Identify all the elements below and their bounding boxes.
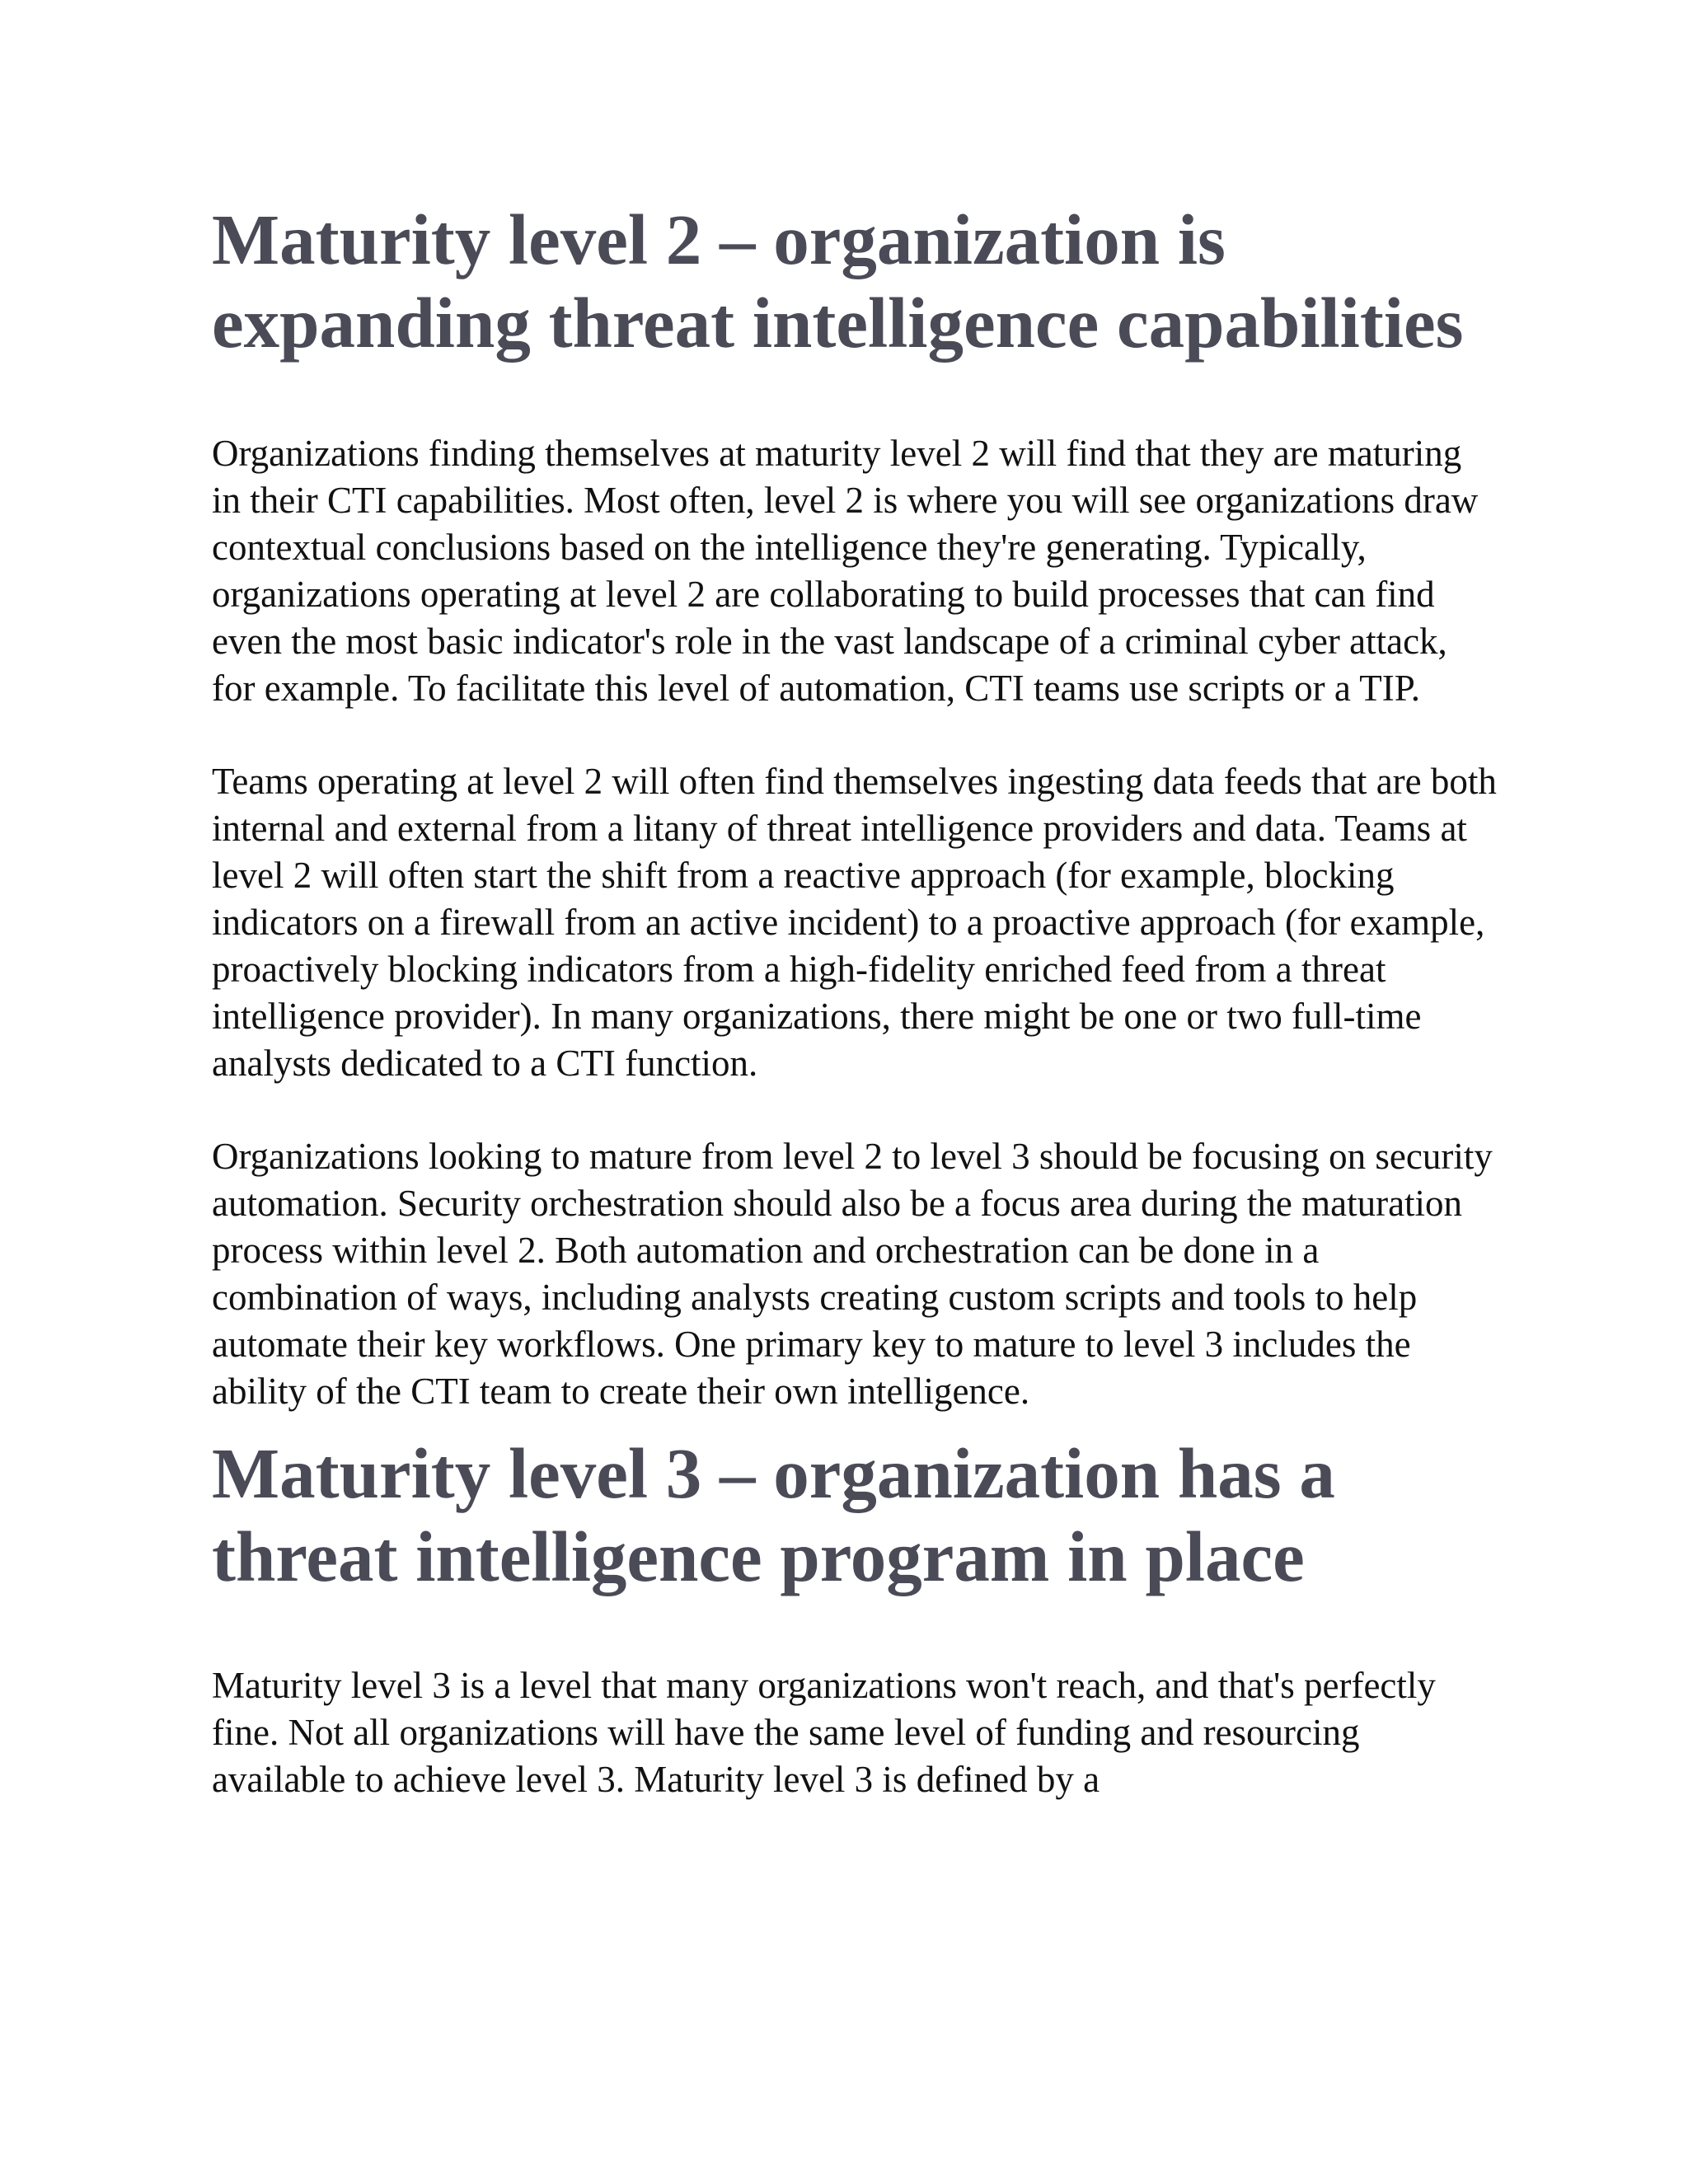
paragraph-level2-teams: Teams operating at level 2 will often find themselves ingesting data feeds that are both internal and external from a litany of threat intelligence providers and data. Teams at level 2 will often start the shift from a reactive approach (for example, blocking indicators on a firewall from an active incident) to a proactive approach (for example, proactively blocking indicators from a high-fidelity enriched feed from a threat intelligence provider). In many organizations, there might be one or two full-time analysts dedicated to a CTI function. <box>212 761 1497 1084</box>
heading-maturity-level-3: Maturity level 3 – organization has a threat intelligence program in place <box>212 1433 1335 1596</box>
document-page <box>212 0 1498 1803</box>
paragraph-level2-intro: Organizations finding themselves at maturity level 2 will find that they are maturing in their CTI capabilities. Most often, level 2 is where you will see organizations draw contextual conclusions based on the intelligence they're generating. Typically, organizations operating at level 2 are collaborating to build processes that can find even the most basic indicator's role in the vast landscape of a criminal cyber attack, for example. To facilitate this level of automation, CTI teams use scripts or a TIP. <box>212 433 1479 709</box>
paragraph-level3-intro: Maturity level 3 is a level that many organizations won't reach, and that's perfectly fine. Not all organizations will have the same level of funding and resourcing available to achieve level 3. Maturity level 3 is defined by a <box>212 1665 1436 1800</box>
paragraph-level2-maturing: Organizations looking to mature from level 2 to level 3 should be focusing on security automation. Security orchestration should also be a focus area during the maturation process within level 2. Both automation and orchestration can be done in a combination of ways, including analysts creating custom scripts and tools to help automate their key workflows. One primary key to mature to level 3 includes the ability of the CTI team to create their own intelligence. <box>212 1136 1493 1412</box>
heading-maturity-level-2: Maturity level 2 – organization is expanding threat intelligence capabilities <box>212 199 1464 363</box>
